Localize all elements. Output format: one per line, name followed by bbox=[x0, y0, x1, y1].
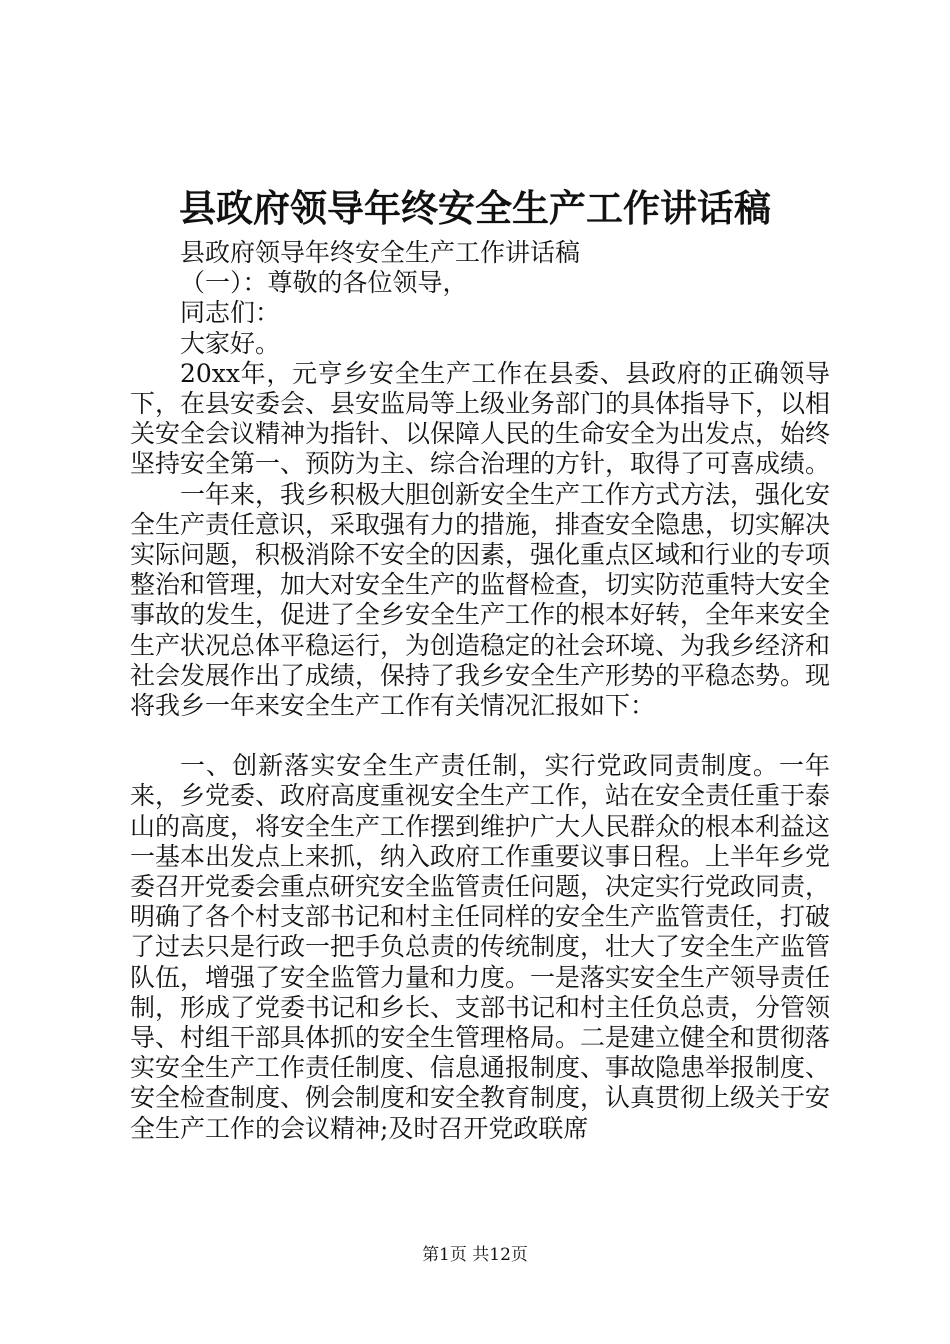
document-title: 县政府领导年终安全生产工作讲话稿 bbox=[179, 186, 771, 230]
paragraph-comrades: 同志们： bbox=[180, 298, 281, 328]
paragraph-section-one: 一、创新落实安全生产责任制，实行党政同责制度。一年来，乡党委、政府高度重视安全生产工作，站在安全责任重于泰山的高度，将安全生产工作摆到维护广大人民群众的根本利益这一基本出发点上来抓，纳入政府工作重要议事日程。上半年乡党委召开党委会重点研究安全监管责任问题，决定实行党政同责，明确了各个村支部书记和村主任同样的安全生产监管责任，打破了过去只是行政一把手负总责的传统制度，壮大了安全生产监管队伍，增强了安全监管力量和力度。一是落实安全生产领导责任制，形成了党委书记和乡长、支部书记和村主任负总责，分管领导、村组干部具体抓的安全生管理格局。二是建立健全和贯彻落实安全生产工作责任制度、信息通报制度、事故隐患举报制度、安全检查制度、例会制度和安全教育制度，认真贯彻上级关于安全生产工作的会议精神;及时召开党政联席 bbox=[130, 751, 831, 1143]
paragraph-overview: 一年来，我乡积极大胆创新安全生产工作方式方法，强化安全生产责任意识，采取强有力的措施，排查安全隐患，切实解决实际问题，积极消除不安全的因素，强化重点区域和行业的专项整治和管理，加大对安全生产的监督检查，切实防范重特大安全事故的发生，促进了全乡安全生产工作的根本好转，全年来安全生产状况总体平稳运行，为创造稳定的社会环境、为我乡经济和社会发展作出了成绩，保持了我乡安全生产形势的平稳态势。现将我乡一年来安全生产工作有关情况汇报如下： bbox=[130, 479, 831, 721]
page-number-footer: 第1页 共12页 bbox=[422, 1245, 528, 1265]
paragraph-greeting: 大家好。 bbox=[180, 328, 281, 358]
paragraph-salutation: （一）：尊敬的各位领导， bbox=[180, 268, 468, 298]
document-body bbox=[130, 238, 830, 1144]
paragraph-heading: 县政府领导年终安全生产工作讲话稿 bbox=[180, 238, 581, 267]
paragraph-intro: 20xx年，元亨乡安全生产工作在县委、县政府的正确领导下，在县安委会、县安监局等上级业务部门的具体指导下，以相关安全会议精神为指针、以保障人民的生命安全为出发点，始终坚持安全第一、预防为主、综合治理的方针，取得了可喜成绩。 bbox=[130, 358, 831, 479]
